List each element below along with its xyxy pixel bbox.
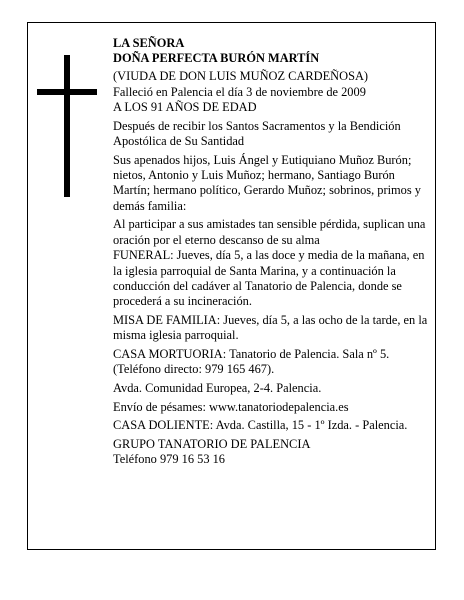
deceased-name: DOÑA PERFECTA BURÓN MARTÍN: [113, 51, 320, 66]
notice-title: LA SEÑORA: [113, 36, 185, 50]
address-line: Avda. Comunidad Europea, 2-4. Palencia.: [113, 381, 322, 396]
widow-line: (VIUDA DE DON LUIS MUÑOZ CARDEÑOSA): [113, 69, 369, 84]
cross-icon: [37, 55, 97, 197]
condolences-line: Envío de pésames: www.tanatoriodepalencia.es: [113, 399, 349, 414]
group-line: GRUPO TANATORIO DE PALENCIA: [113, 436, 311, 451]
mourning-house-paragraph: CASA DOLIENTE: Avda. Castilla, 15 - 1º Izda. - Palencia.: [113, 418, 408, 433]
family-mass-paragraph: MISA DE FAMILIA: Jueves, día 5, a las ocho de la tarde, en la misma iglesia parroquial.: [113, 313, 428, 343]
obituary-text: [113, 36, 431, 468]
family-paragraph: Sus apenados hijos, Luis Ángel y Eutiquiano Muñoz Burón; nietos, Antonio y Luis Muñoz; hermano, Santiago Burón Martín; hermano político, Gerardo Muñoz; sobrinos, primos y demás familia:: [113, 152, 421, 213]
sacraments-paragraph: Después de recibir los Santos Sacramentos y la Bendición Apostólica de Su Santidad: [113, 118, 401, 149]
mortuary-paragraph: CASA MORTUORIA: Tanatorio de Palencia. Sala nº 5. (Teléfono directo: 979 165 467).: [113, 347, 390, 377]
death-line: Falleció en Palencia el día 3 de noviembre de 2009: [113, 84, 366, 99]
age-line: A LOS 91 AÑOS DE EDAD: [113, 100, 257, 115]
funeral-paragraph: FUNERAL: Jueves, día 5, a las doce y media de la mañana, en la iglesia parroquial de Santa Marina, y a continuación la conducción del cadáver al Tanatorio de Palencia, donde se procederá a su incineración.: [113, 248, 425, 309]
phone-line: Teléfono 979 16 53 16: [113, 452, 226, 467]
request-paragraph: Al participar a sus amistades tan sensible pérdida, suplican una oración por el eterno descanso de su alma: [113, 217, 426, 247]
